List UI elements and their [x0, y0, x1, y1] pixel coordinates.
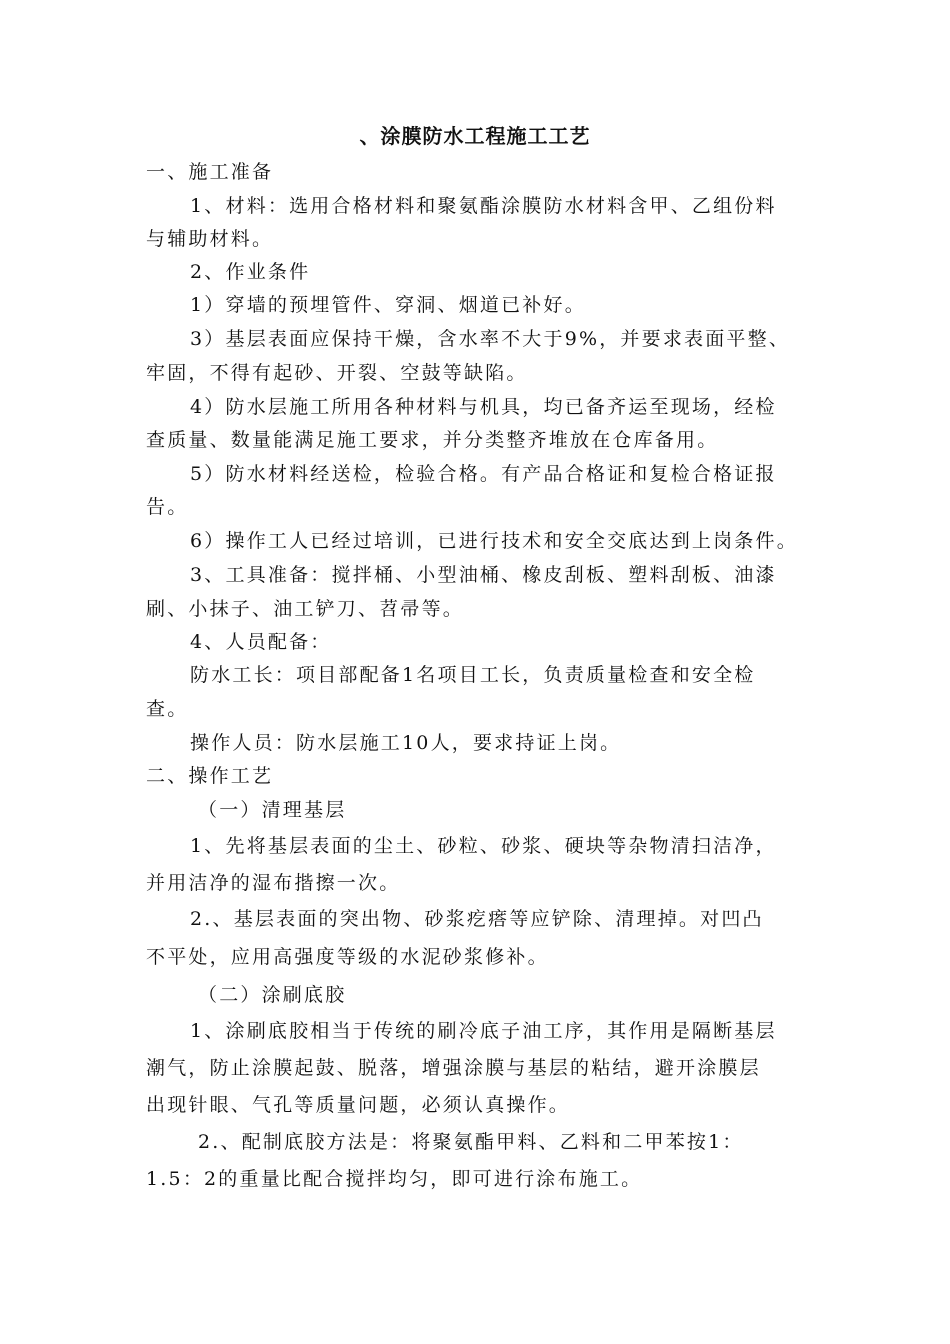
paragraph-line: 刷、小抹子、油工铲刀、苕帚等。 [146, 598, 465, 620]
section-heading: 一、施工准备 [146, 161, 274, 183]
paragraph-line: 6）操作工人已经过培训，已进行技术和安全交底达到上岗条件。 [190, 530, 798, 552]
paragraph-line: 潮气，防止涂膜起鼓、脱落，增强涂膜与基层的粘结，避开涂膜层 [146, 1057, 761, 1079]
paragraph-line: 查质量、数量能满足施工要求，并分类整齐堆放在仓库备用。 [146, 429, 719, 451]
paragraph-line: 与辅助材料。 [146, 228, 274, 250]
paragraph-line: 2、作业条件 [190, 261, 311, 283]
paragraph-line: 3）基层表面应保持干燥，含水率不大于9%，并要求表面平整、 [190, 328, 791, 350]
paragraph-line: 牢固，不得有起砂、开裂、空鼓等缺陷。 [146, 362, 528, 384]
paragraph-line: 5）防水材料经送检，检验合格。有产品合格证和复检合格证报 [190, 463, 777, 485]
paragraph-line: 不平处，应用高强度等级的水泥砂浆修补。 [146, 946, 549, 968]
paragraph-line: 1、先将基层表面的尘土、砂粒、砂浆、硬块等杂物清扫洁净， [190, 835, 777, 857]
paragraph-line: 出现针眼、气孔等质量问题，必须认真操作。 [146, 1094, 571, 1116]
paragraph-line: 4、人员配备： [190, 631, 332, 653]
paragraph-line: 1、涂刷底胶相当于传统的刷冷底子油工序，其作用是隔断基层 [190, 1020, 777, 1042]
document-title: 、涂膜防水工程施工工艺 [359, 124, 591, 148]
paragraph-line: 2.、配制底胶方法是：将聚氨酯甲料、乙料和二甲苯按1： [198, 1131, 744, 1153]
paragraph-line: 操作人员：防水层施工10人，要求持证上岗。 [190, 732, 622, 754]
subsection-heading: （一）清理基层 [198, 799, 347, 821]
paragraph-line: 1、材料：选用合格材料和聚氨酯涂膜防水材料含甲、乙组份料 [190, 195, 777, 217]
paragraph-line: 查。 [146, 698, 189, 720]
section-heading: 二、操作工艺 [146, 765, 274, 787]
paragraph-line: 4）防水层施工所用各种材料与机具，均已备齐运至现场，经检 [190, 396, 777, 418]
paragraph-line: 3、工具准备：搅拌桶、小型油桶、橡皮刮板、塑料刮板、油漆 [190, 564, 777, 586]
paragraph-line: 1）穿墙的预埋管件、穿洞、烟道已补好。 [190, 294, 586, 316]
subsection-heading: （二）涂刷底胶 [198, 984, 347, 1006]
paragraph-line: 2.、基层表面的突出物、砂浆疙瘩等应铲除、清理掉。对凹凸 [190, 908, 764, 930]
paragraph-line: 1.5：2的重量比配合搅拌均匀，即可进行涂布施工。 [146, 1168, 643, 1190]
paragraph-line: 告。 [146, 496, 189, 518]
paragraph-line: 并用洁净的湿布揩擦一次。 [146, 872, 401, 894]
paragraph-line: 防水工长：项目部配备1名项目工长，负责质量检查和安全检 [190, 664, 756, 686]
